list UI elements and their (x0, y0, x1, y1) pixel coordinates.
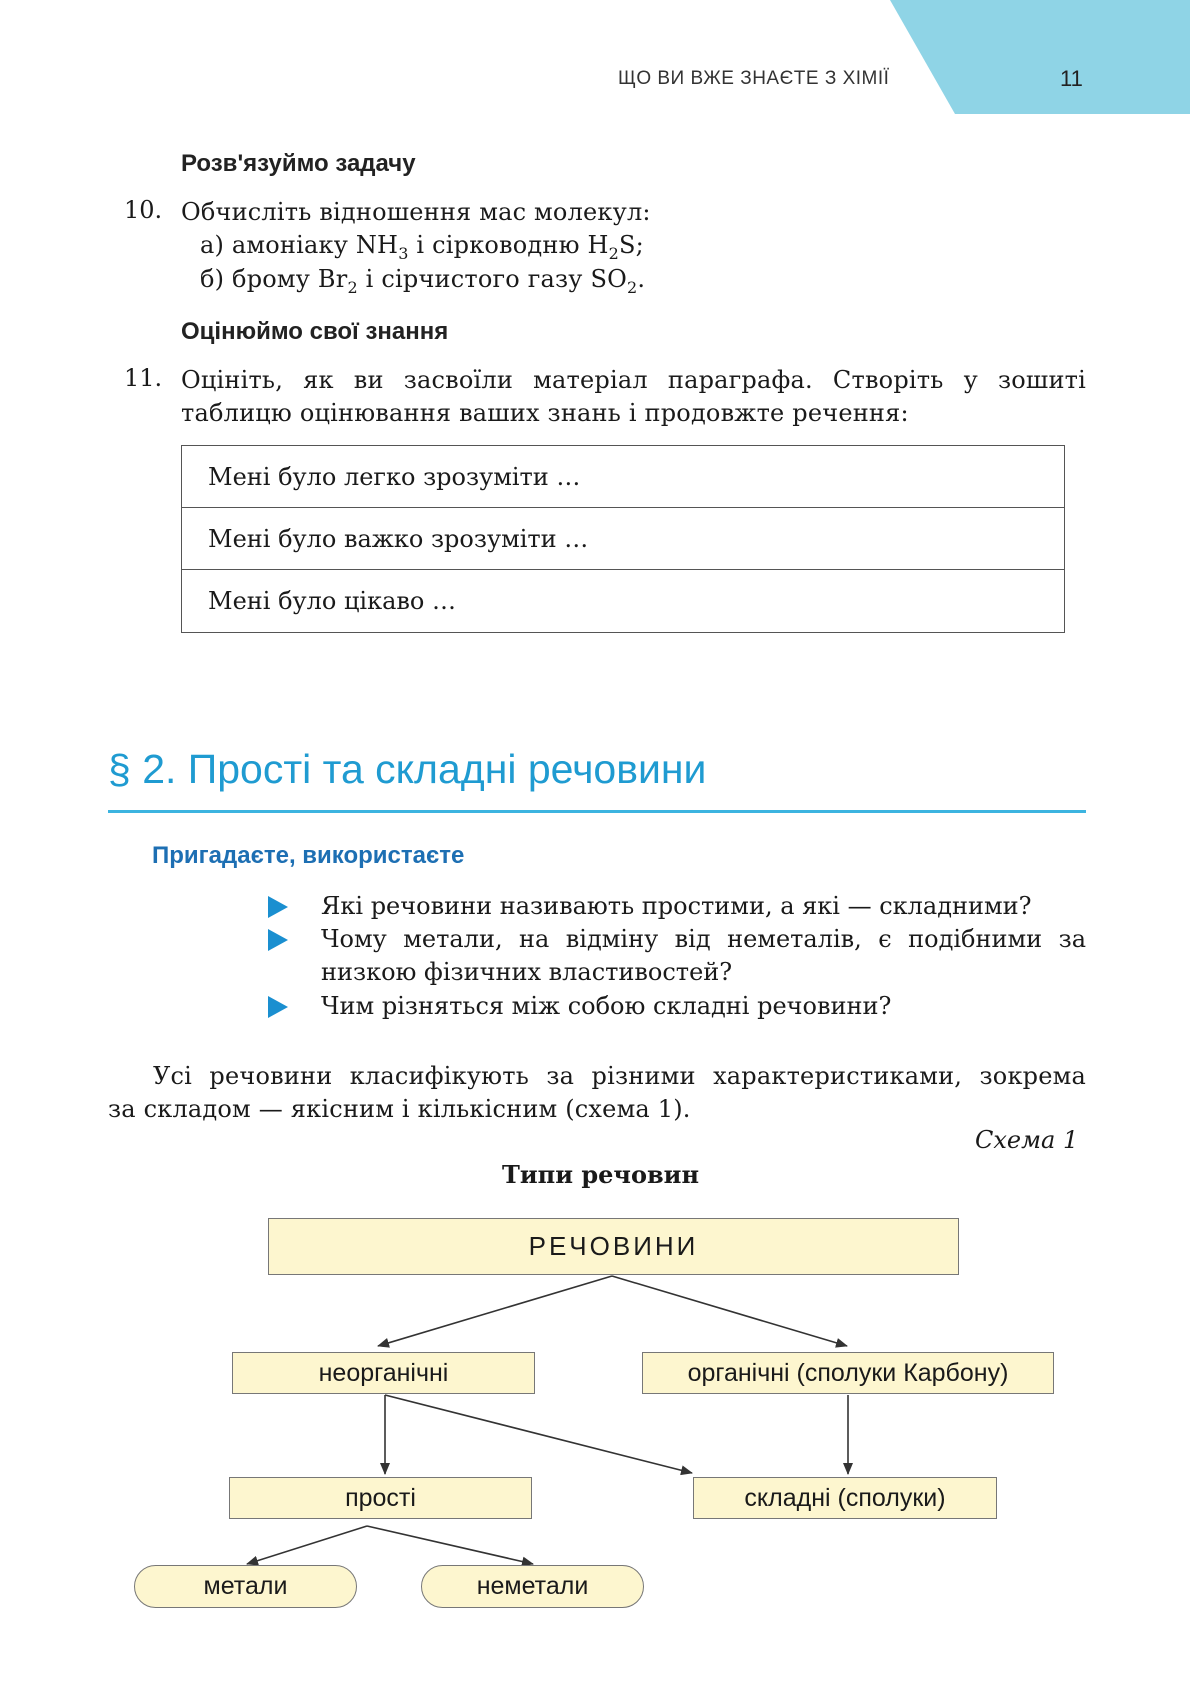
intro-paragraph-line-2: за складом — якісним і кількісним (схема 1). (108, 1095, 691, 1123)
task-10-number: 10. (124, 196, 163, 224)
heading-assess-knowledge: Оцінюймо свої знання (181, 318, 449, 345)
task-11-number: 11. (124, 364, 163, 392)
diagram-organic: органічні (сполуки Карбону) (642, 1352, 1054, 1394)
diagram-inorganic: неорганічні (232, 1352, 535, 1394)
task-11-line-2: таблицю оцінювання ваших знань і продовжте речення: (181, 399, 909, 427)
task-10-b: б) брому $Br_2$ і сірчистого газу $SO_2$. (200, 265, 646, 297)
task-10-a: а) амоніаку $NH_3$ і сірководню $H_2S$; (200, 231, 644, 263)
heading-solve-problem: Розв'язуймо задачу (181, 150, 416, 177)
intro-paragraph-line-1: Усі речовини класифікують за різними характеристиками, зокрема (153, 1062, 1086, 1090)
diagram-simple: прості (229, 1477, 532, 1519)
question-item: Чому метали, на відміну від неметалів, є подібними за низкою фізичних властивостей? (268, 923, 1086, 989)
recall-heading: Пригадаєте, використаєте (152, 842, 465, 869)
diagram-metals: метали (134, 1565, 357, 1608)
page-number: 11 (1060, 66, 1083, 91)
section-title: § 2. Прості та складні речовини (108, 746, 707, 792)
task-11-line-1: Оцініть, як ви засвоїли матеріал параграфа. Створіть у зошиті (181, 366, 1086, 394)
question-item: Які речовини називають простими, а які — складними? (268, 890, 1086, 923)
scheme-caption: Схема 1 (975, 1126, 1079, 1154)
scheme-title: Типи речовин (502, 1160, 700, 1189)
running-head: ЩО ВИ ВЖЕ ЗНАЄТЕ З ХІМІЇ (618, 68, 890, 89)
diagram-root-substances: РЕЧОВИНИ (268, 1218, 959, 1275)
assessment-row: Мені було важко зрозуміти … (182, 508, 1064, 570)
assessment-row: Мені було цікаво … (208, 587, 456, 615)
assessment-row: Мені було легко зрозуміти … (182, 446, 1064, 508)
diagram-nonmetals: неметали (421, 1565, 644, 1608)
question-item: Чим різняться між собою складні речовини? (268, 990, 1086, 1023)
diagram-complex: складні (сполуки) (693, 1477, 997, 1519)
task-10-lead: Обчисліть відношення мас молекул: (181, 198, 651, 226)
